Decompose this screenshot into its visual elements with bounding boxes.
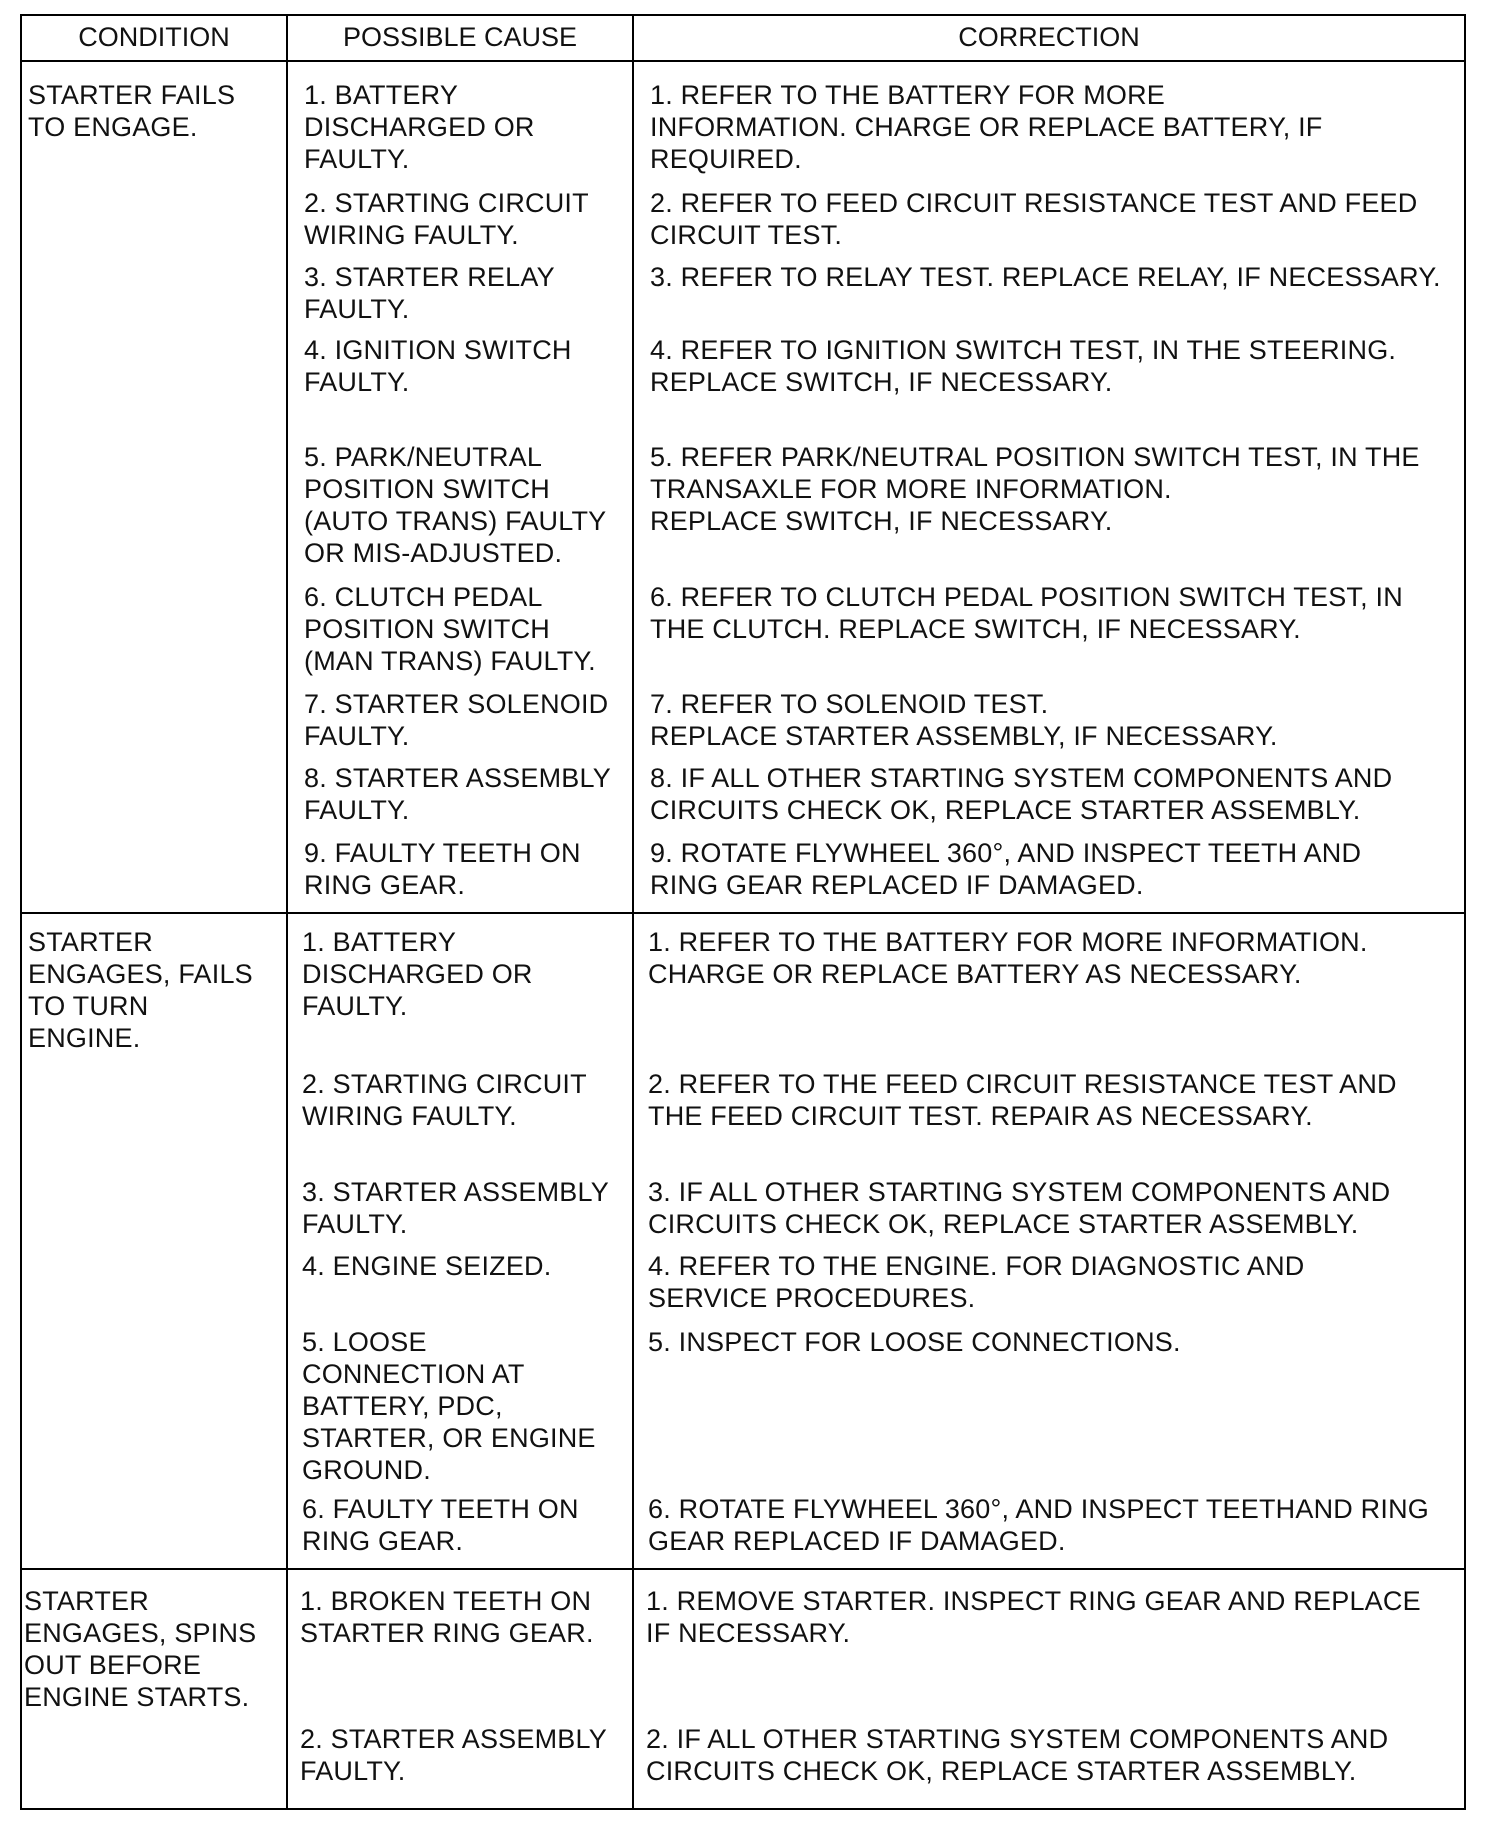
cause-cell: 1. BATTERY DISCHARGED OR FAULTY. [304, 80, 535, 174]
cause-cell: 6. FAULTY TEETH ON RING GEAR. [302, 1494, 579, 1556]
correction-cell: 4. REFER TO IGNITION SWITCH TEST, IN THE STEERING. REPLACE SWITCH, IF NECESSARY. [650, 335, 1397, 397]
cause-cell: 3. STARTER RELAY FAULTY. [304, 262, 555, 324]
cause-cell: 5. PARK/NEUTRAL POSITION SWITCH (AUTO TRANS) FAULTY OR MIS-ADJUSTED. [304, 442, 607, 568]
correction-cell: 2. REFER TO FEED CIRCUIT RESISTANCE TEST AND FEED CIRCUIT TEST. [650, 188, 1418, 250]
correction-cell: 5. REFER PARK/NEUTRAL POSITION SWITCH TEST, IN THE TRANSAXLE FOR MORE INFORMATION. REPLACE SWITCH, IF NECESSARY. [650, 442, 1420, 536]
correction-cell: 1. REMOVE STARTER. INSPECT RING GEAR AND REPLACE IF NECESSARY. [646, 1586, 1421, 1648]
cause-cell: 2. STARTING CIRCUIT WIRING FAULTY. [304, 188, 589, 250]
cause-cell: 5. LOOSE CONNECTION AT BATTERY, PDC, STARTER, OR ENGINE GROUND. [302, 1327, 596, 1485]
header-correction: CORRECTION [958, 22, 1140, 52]
correction-cell: 9. ROTATE FLYWHEEL 360°, AND INSPECT TEETH AND RING GEAR REPLACED IF DAMAGED. [650, 838, 1362, 900]
correction-cell: 5. INSPECT FOR LOOSE CONNECTIONS. [648, 1327, 1181, 1357]
condition-cell: STARTER FAILS TO ENGAGE. [28, 80, 236, 142]
group-separator-1 [22, 912, 1464, 914]
condition-cell: STARTER ENGAGES, SPINS OUT BEFORE ENGINE STARTS. [24, 1586, 257, 1712]
correction-cell: 2. REFER TO THE FEED CIRCUIT RESISTANCE TEST AND THE FEED CIRCUIT TEST. REPAIR AS NECESSARY. [648, 1069, 1397, 1131]
cause-cell: 9. FAULTY TEETH ON RING GEAR. [304, 838, 581, 900]
correction-cell: 3. IF ALL OTHER STARTING SYSTEM COMPONENTS AND CIRCUITS CHECK OK, REPLACE STARTER ASSEMBLY. [648, 1177, 1391, 1239]
correction-cell: 1. REFER TO THE BATTERY FOR MORE INFORMATION. CHARGE OR REPLACE BATTERY, IF REQUIRED. [650, 80, 1323, 174]
cause-cell: 3. STARTER ASSEMBLY FAULTY. [302, 1177, 609, 1239]
cause-cell: 2. STARTING CIRCUIT WIRING FAULTY. [302, 1069, 587, 1131]
correction-cell: 2. IF ALL OTHER STARTING SYSTEM COMPONENTS AND CIRCUITS CHECK OK, REPLACE STARTER ASSEMBLY. [646, 1724, 1389, 1786]
cause-cell: 4. ENGINE SEIZED. [302, 1251, 552, 1281]
cause-cell: 1. BATTERY DISCHARGED OR FAULTY. [302, 927, 533, 1021]
cause-cell: 4. IGNITION SWITCH FAULTY. [304, 335, 572, 397]
correction-cell: 6. ROTATE FLYWHEEL 360°, AND INSPECT TEETHAND RING GEAR REPLACED IF DAMAGED. [648, 1494, 1429, 1556]
diagnosis-table [20, 14, 1466, 1810]
header-condition: CONDITION [78, 22, 230, 52]
cause-cell: 7. STARTER SOLENOID FAULTY. [304, 689, 609, 751]
correction-cell: 1. REFER TO THE BATTERY FOR MORE INFORMATION. CHARGE OR REPLACE BATTERY AS NECESSARY. [648, 927, 1368, 989]
header-possible-cause: POSSIBLE CAUSE [342, 22, 578, 52]
correction-cell: 7. REFER TO SOLENOID TEST. REPLACE STARTER ASSEMBLY, IF NECESSARY. [650, 689, 1278, 751]
condition-cell: STARTER ENGAGES, FAILS TO TURN ENGINE. [28, 927, 253, 1053]
header-separator [22, 60, 1464, 62]
cause-cell: 1. BROKEN TEETH ON STARTER RING GEAR. [300, 1586, 594, 1648]
cause-cell: 2. STARTER ASSEMBLY FAULTY. [300, 1724, 607, 1786]
correction-cell: 8. IF ALL OTHER STARTING SYSTEM COMPONENTS AND CIRCUITS CHECK OK, REPLACE STARTER ASSEMBLY. [650, 763, 1393, 825]
correction-cell: 3. REFER TO RELAY TEST. REPLACE RELAY, IF NECESSARY. [650, 262, 1441, 292]
correction-cell: 4. REFER TO THE ENGINE. FOR DIAGNOSTIC AND SERVICE PROCEDURES. [648, 1251, 1305, 1313]
cause-cell: 6. CLUTCH PEDAL POSITION SWITCH (MAN TRANS) FAULTY. [304, 582, 596, 676]
group-separator-2 [22, 1568, 1464, 1570]
cause-cell: 8. STARTER ASSEMBLY FAULTY. [304, 763, 611, 825]
correction-cell: 6. REFER TO CLUTCH PEDAL POSITION SWITCH TEST, IN THE CLUTCH. REPLACE SWITCH, IF NECESSARY. [650, 582, 1403, 644]
